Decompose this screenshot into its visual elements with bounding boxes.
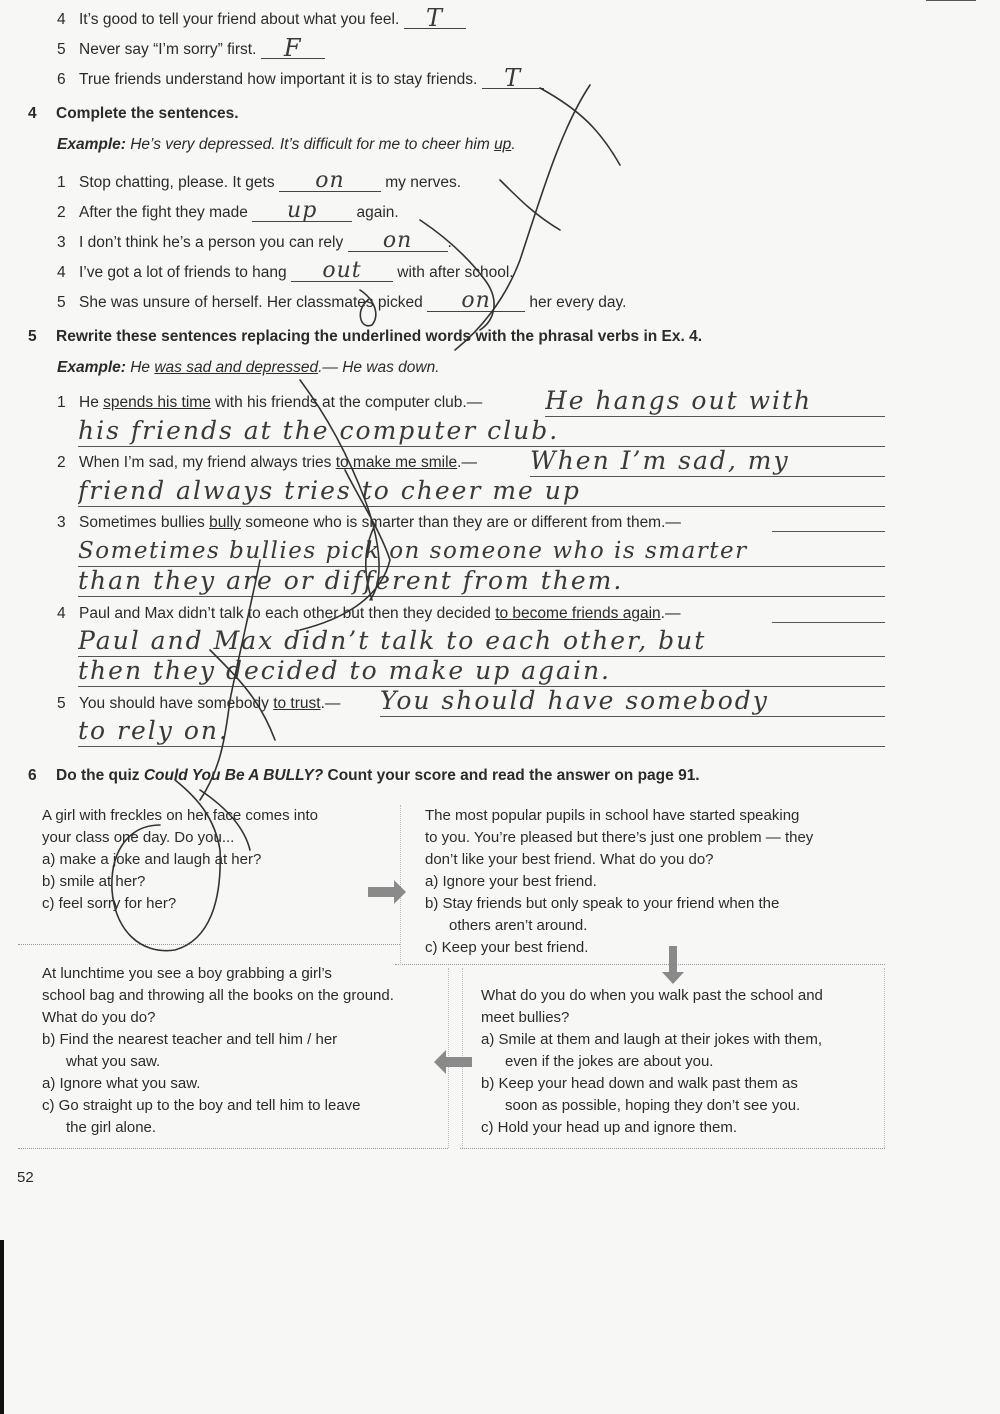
answer-blank[interactable]: out xyxy=(291,261,393,282)
item-number: 4 xyxy=(57,11,66,28)
answer-blank[interactable]: on xyxy=(279,171,381,192)
handwritten-answer-line[interactable]: friend always tries to cheer me up xyxy=(78,476,885,507)
item-text-after: my nerves. xyxy=(385,174,462,191)
ex4-item-1 xyxy=(57,168,462,193)
box-border xyxy=(395,964,885,965)
handwritten-answer-line[interactable]: Sometimes bullies pick on someone who is smarter xyxy=(78,536,885,567)
option-a[interactable]: a) Smile at them and laugh at their jokes with them, xyxy=(481,1031,823,1048)
page-number: 52 xyxy=(17,1169,34,1186)
quiz-question-2 xyxy=(425,805,813,959)
option-a[interactable]: a) Ignore what you saw. xyxy=(42,1075,201,1092)
answer-blank[interactable]: T xyxy=(404,8,466,29)
question-text: The most popular pupils in school have started speaking xyxy=(425,807,800,824)
item-text: Paul and Max didn’t talk to each other but then they decided xyxy=(79,605,496,622)
item-number: 4 xyxy=(57,264,66,281)
ex4-item-4 xyxy=(57,258,514,283)
example-end: .— He was down. xyxy=(318,359,440,376)
question-text: to you. You’re pleased but there’s just one problem — they xyxy=(425,829,814,846)
item-text-after: again. xyxy=(356,204,399,221)
box-border xyxy=(884,968,885,1148)
quiz-question-3 xyxy=(481,985,823,1139)
answer-blank[interactable]: T xyxy=(482,68,544,89)
box-border xyxy=(460,1148,885,1149)
item-text-after: her every day. xyxy=(529,294,627,311)
item-text: Sometimes bullies xyxy=(79,514,210,531)
ex4-item-5 xyxy=(57,288,627,313)
option-b[interactable]: b) Keep your head down and walk past them as xyxy=(481,1075,798,1092)
question-text: At lunchtime you see a boy grabbing a girl’s xyxy=(42,965,332,982)
item-number: 2 xyxy=(57,204,66,221)
handwritten-answer-line[interactable]: than they are or different from them. xyxy=(78,566,885,597)
item-number: 3 xyxy=(57,514,66,531)
quiz-question-4 xyxy=(42,963,394,1139)
example-underlined: was sad and depressed xyxy=(154,359,319,376)
item-number: 1 xyxy=(57,394,66,411)
underlined-phrase: to trust xyxy=(273,695,321,712)
option-a[interactable]: a) Ignore your best friend. xyxy=(425,873,597,890)
item-text-before: Stop chatting, please. It gets xyxy=(79,174,275,191)
ex5-item-5 xyxy=(57,695,340,713)
item-text-end: .— xyxy=(457,454,477,471)
item-number: 4 xyxy=(57,605,66,622)
exercise-title-end: Count your score and read the answer on page 91. xyxy=(323,767,700,784)
ex4-example xyxy=(57,136,516,154)
box-border xyxy=(18,944,400,945)
item-text: True friends understand how important it is to stay friends. xyxy=(79,71,478,88)
example-label: Example: xyxy=(57,136,126,153)
option-b[interactable]: b) Stay friends but only speak to your friend when the xyxy=(425,895,780,912)
answer-blank[interactable]: F xyxy=(261,38,325,59)
item-text-end: .— xyxy=(660,605,681,622)
item-number: 5 xyxy=(57,41,66,58)
box-border xyxy=(18,1148,448,1149)
answer-blank[interactable]: on xyxy=(348,231,448,252)
ex3-item-5 xyxy=(57,34,325,62)
item-number: 3 xyxy=(57,234,66,251)
item-number: 1 xyxy=(57,174,66,191)
option-c[interactable]: c) Go straight up to the boy and tell him to leave xyxy=(42,1097,361,1114)
item-text-after: with after school. xyxy=(397,264,514,281)
item-text: He xyxy=(79,394,104,411)
handwritten-answer-line[interactable]: then they decided to make up again. xyxy=(78,656,885,687)
item-number: 6 xyxy=(57,71,66,88)
option-c[interactable]: c) Keep your best friend. xyxy=(425,939,589,956)
example-end: . xyxy=(511,136,516,153)
option-c[interactable]: c) feel sorry for her? xyxy=(42,895,177,912)
example-label: Example: xyxy=(57,359,126,376)
item-text-end: someone who is smarter than they are or different from them.— xyxy=(240,514,681,531)
exercise-title: Complete the sentences. xyxy=(56,105,239,122)
item-text-after: . xyxy=(447,234,452,251)
option-b[interactable]: b) smile at her? xyxy=(42,873,146,890)
option-c-continued: the girl alone. xyxy=(66,1119,157,1136)
ex5-item-3 xyxy=(57,514,681,532)
exercise-number: 4 xyxy=(28,105,37,122)
underlined-phrase: spends his time xyxy=(103,394,211,411)
question-text: school bag and throwing all the books on the ground. xyxy=(42,987,394,1004)
arrow-down-icon xyxy=(662,946,684,984)
underlined-phrase: to make me smile xyxy=(335,454,458,471)
exercise-title: Rewrite these sentences replacing the underlined words with the phrasal verbs in Ex. 4. xyxy=(56,328,703,345)
question-text: meet bullies? xyxy=(481,1009,570,1026)
answer-blank[interactable]: up xyxy=(252,201,352,222)
answer-underline xyxy=(772,531,885,532)
example-underlined: up xyxy=(494,136,512,153)
option-b-continued: others aren’t around. xyxy=(449,917,588,934)
item-number: 5 xyxy=(57,695,66,712)
item-number: 2 xyxy=(57,454,66,471)
scan-edge xyxy=(0,1240,4,1414)
ex4-heading xyxy=(28,105,239,123)
ex4-item-3 xyxy=(57,228,452,253)
handwritten-answer-line[interactable]: When I’m sad, my xyxy=(530,446,885,477)
underlined-phrase: bully xyxy=(209,514,241,531)
handwritten-answer-line[interactable]: You should have somebody xyxy=(380,686,885,717)
ex5-item-1 xyxy=(57,394,482,412)
option-a[interactable]: a) make a joke and laugh at her? xyxy=(42,851,262,868)
question-text: A girl with freckles on her face comes into xyxy=(42,807,318,824)
ex5-item-4 xyxy=(57,605,680,623)
handwritten-answer-line[interactable]: He hangs out with xyxy=(545,386,885,417)
option-c[interactable]: c) Hold your head up and ignore them. xyxy=(481,1119,737,1136)
question-text: What do you do when you walk past the school and xyxy=(481,987,823,1004)
ex5-item-2 xyxy=(57,454,477,472)
item-text: It’s good to tell your friend about what you feel. xyxy=(79,11,400,28)
option-b[interactable]: b) Find the nearest teacher and tell him / her xyxy=(42,1031,338,1048)
ex3-item-4 xyxy=(57,4,466,32)
handwritten-answer-line[interactable]: to rely on. xyxy=(78,716,885,747)
example-text: He’s very depressed. It’s difficult for me to cheer him xyxy=(130,136,495,153)
arrow-right-icon xyxy=(368,880,408,904)
option-b-continued: soon as possible, hoping they don’t see you. xyxy=(505,1097,801,1114)
item-text-end: with his friends at the computer club.— xyxy=(210,394,483,411)
ex5-example xyxy=(57,359,440,377)
item-text-before: After the fight they made xyxy=(79,204,248,221)
ex5-heading xyxy=(28,328,702,346)
answer-underline xyxy=(772,622,885,623)
item-text: You should have somebody xyxy=(79,695,274,712)
question-text: What do you do? xyxy=(42,1009,156,1026)
ex3-item-6 xyxy=(57,64,544,92)
question-text: your class one day. Do you... xyxy=(42,829,235,846)
exercise-number: 6 xyxy=(28,767,37,784)
item-text: Never say “I’m sorry” first. xyxy=(79,41,257,58)
ex6-heading xyxy=(28,767,700,785)
item-text-end: .— xyxy=(320,695,341,712)
item-text-before: She was unsure of herself. Her classmates picked xyxy=(79,294,423,311)
question-text: don’t like your best friend. What do you do? xyxy=(425,851,714,868)
item-number: 5 xyxy=(57,294,66,311)
quiz-question-1 xyxy=(42,805,318,915)
item-text-before: I’ve got a lot of friends to hang xyxy=(79,264,287,281)
underlined-phrase: to become friends again xyxy=(495,605,661,622)
exercise-title: Do the quiz xyxy=(56,767,144,784)
exercise-number: 5 xyxy=(28,328,37,345)
item-text-before: I don’t think he’s a person you can rely xyxy=(79,234,344,251)
answer-blank[interactable]: on xyxy=(427,291,525,312)
option-b-continued: what you saw. xyxy=(66,1053,161,1070)
corner-mark xyxy=(926,0,976,1)
quiz-title: Could You Be A BULLY? xyxy=(143,767,324,784)
handwritten-answer-line[interactable]: his friends at the computer club. xyxy=(78,416,885,447)
option-a-continued: even if the jokes are about you. xyxy=(505,1053,714,1070)
example-text: He xyxy=(130,359,155,376)
handwritten-answer-line[interactable]: Paul and Max didn’t talk to each other, but xyxy=(78,626,885,657)
arrow-left-icon xyxy=(432,1050,472,1074)
ex4-item-2 xyxy=(57,198,399,223)
item-text: When I’m sad, my friend always tries xyxy=(79,454,336,471)
